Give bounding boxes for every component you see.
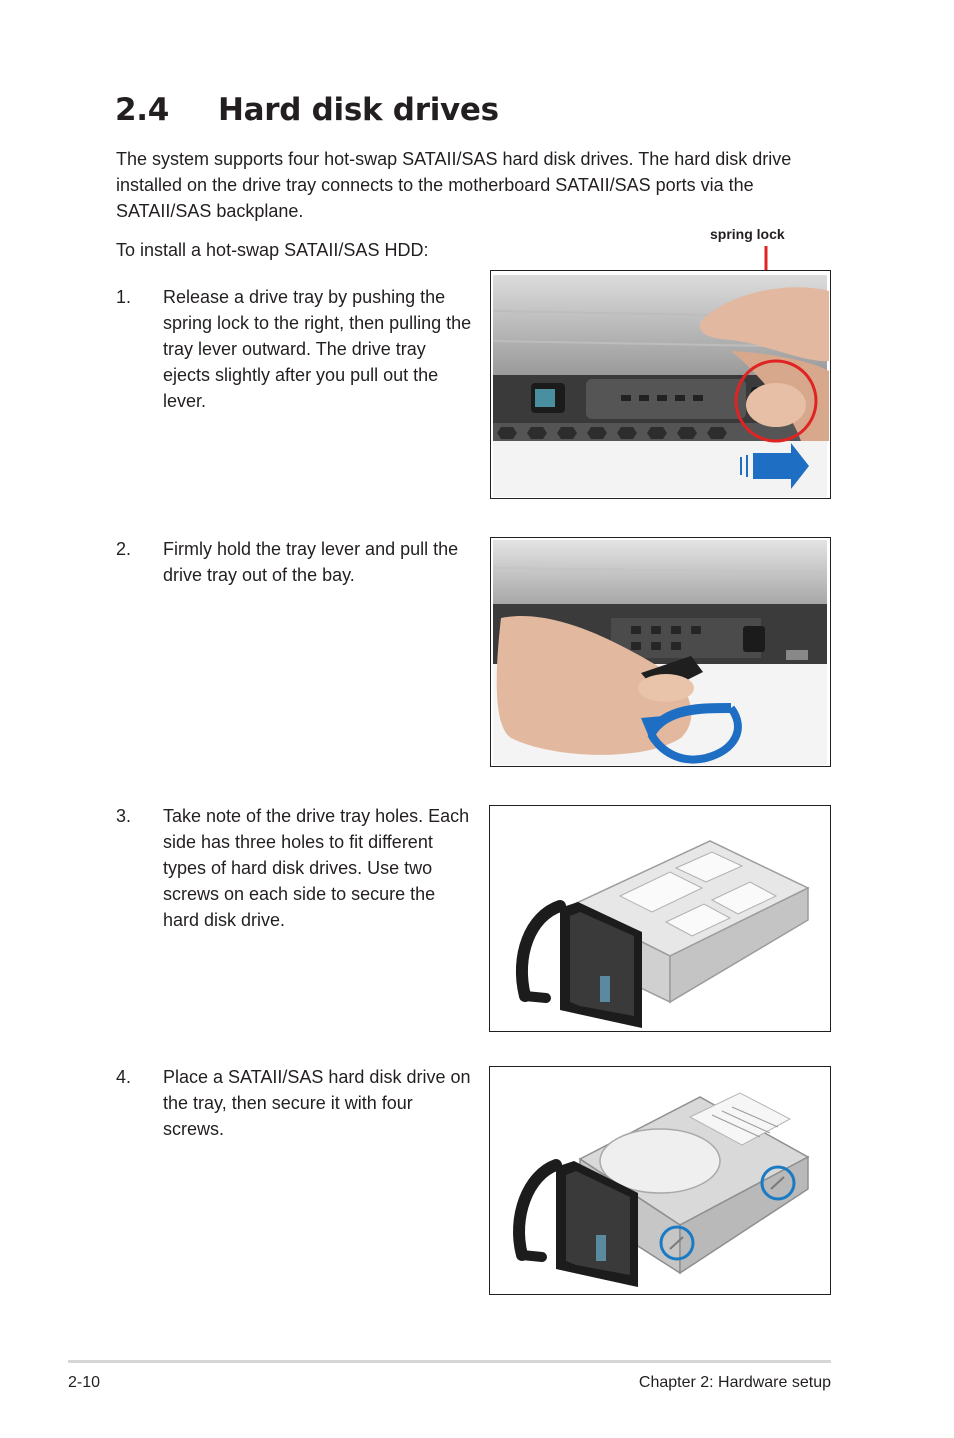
section-heading	[115, 92, 499, 128]
section-title: Hard disk drives	[218, 92, 499, 128]
figure-hdd-on-tray	[489, 1066, 831, 1295]
step-text: Firmly hold the tray lever and pull the drive tray out of the bay.	[163, 539, 459, 585]
step-number: 4.	[116, 1067, 132, 1087]
install-heading: To install a hot-swap SATAII/SAS HDD:	[116, 240, 429, 260]
spring-lock-callout: spring lock	[710, 226, 785, 242]
page-number: 2-10	[68, 1374, 101, 1391]
figure-pull-tray	[490, 537, 831, 767]
step-number: 1.	[116, 287, 132, 307]
step-number: 3.	[116, 806, 132, 826]
footer-rule	[68, 1360, 831, 1363]
intro-paragraph: The system supports four hot-swap SATAII/SAS hard disk drives. The hard disk drive installed on the drive tray connects to the motherboard SATAII/SAS ports via the SATAII/SAS backplane.	[116, 149, 792, 221]
step-number: 2.	[116, 539, 132, 559]
step-text: Take note of the drive tray holes. Each side has three holes to fit different types of hard disk drives. Use two screws on each side to secure the hard disk drive.	[163, 806, 470, 930]
section-number: 2.4	[115, 92, 170, 128]
figure-release-tray	[490, 270, 831, 499]
chapter-title: Chapter 2: Hardware setup	[638, 1374, 831, 1391]
step-text: Release a drive tray by pushing the spring lock to the right, then pulling the tray lever outward. The drive tray ejects slightly after you pull out the lever.	[163, 287, 472, 411]
step-text: Place a SATAII/SAS hard disk drive on the tray, then secure it with four screws.	[163, 1067, 471, 1139]
figure-empty-tray	[489, 805, 831, 1032]
